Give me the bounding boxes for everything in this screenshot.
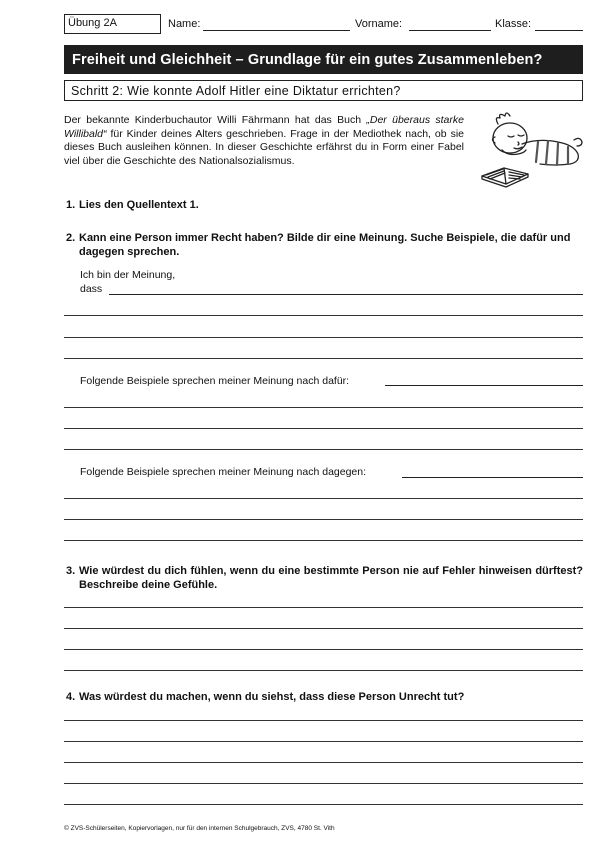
pro-prompt: Folgende Beispiele sprechen meiner Meinung nach dafür: xyxy=(80,375,350,387)
step-heading-text: Schritt 2: Wie konnte Adolf Hitler eine Diktatur errichten? xyxy=(71,83,401,98)
name-label: Name: xyxy=(168,18,201,30)
contra-answer-line[interactable] xyxy=(402,477,583,478)
question-3-number: 3. xyxy=(66,565,76,577)
answer-line[interactable] xyxy=(64,315,583,316)
answer-line[interactable] xyxy=(64,670,583,671)
child-reading-book-icon xyxy=(478,110,586,188)
page-title-text: Freiheit und Gleichheit – Grundlage für ein gutes Zusammenleben? xyxy=(72,51,543,68)
question-4-text: Was würdest du machen, wenn du siehst, dass diese Person Unrecht tut? xyxy=(79,691,465,703)
contra-prompt: Folgende Beispiele sprechen meiner Meinung nach dagegen: xyxy=(80,466,367,478)
answer-line[interactable] xyxy=(64,607,583,608)
vorname-field[interactable] xyxy=(409,30,491,31)
exercise-label: Übung 2A xyxy=(68,17,117,29)
pro-answer-line[interactable] xyxy=(385,385,583,386)
copyright-footer: © ZVS-Schülerseiten, Kopiervorlagen, nur für den internen Schulgebrauch, ZVS, 4780 St. Vith xyxy=(64,825,335,832)
question-1 xyxy=(66,198,583,212)
question-2-number: 2. xyxy=(66,232,76,244)
question-4-number: 4. xyxy=(66,691,76,703)
answer-line[interactable] xyxy=(64,720,583,721)
answer-line[interactable] xyxy=(64,649,583,650)
klasse-field[interactable] xyxy=(535,30,583,31)
question-1-number: 1. xyxy=(66,199,76,211)
question-1-text: Lies den Quellentext 1. xyxy=(79,199,199,211)
name-field[interactable] xyxy=(203,30,350,31)
intro-text-2: für Kinder deines Alters geschrieben. Frage in der Mediothek nach, ob sie dieses Buch ausleihen können. In dieser Geschichte erfährst du in Form einer Fabel viel über die Geschichte des Nationalsozialismus. xyxy=(64,127,464,167)
step-heading xyxy=(64,80,583,101)
opinion-answer-line[interactable] xyxy=(109,294,583,295)
intro-text-1: Der bekannte Kinderbuchautor Willi Fährmann hat das Buch xyxy=(64,114,367,126)
answer-line[interactable] xyxy=(64,540,583,541)
klasse-label: Klasse: xyxy=(495,18,532,30)
opinion-prompt-line1: Ich bin der Meinung, xyxy=(80,269,176,281)
answer-line[interactable] xyxy=(64,519,583,520)
opinion-prompt-line2: dass xyxy=(80,283,103,295)
answer-line[interactable] xyxy=(64,762,583,763)
answer-line[interactable] xyxy=(64,428,583,429)
answer-line[interactable] xyxy=(64,498,583,499)
answer-line[interactable] xyxy=(64,628,583,629)
question-3 xyxy=(66,564,583,592)
intro-paragraph xyxy=(64,114,464,168)
question-4 xyxy=(66,690,583,704)
answer-line[interactable] xyxy=(64,804,583,805)
answer-line[interactable] xyxy=(64,337,583,338)
vorname-label: Vorname: xyxy=(355,18,403,30)
answer-line[interactable] xyxy=(64,407,583,408)
question-3-text: Wie würdest du dich fühlen, wenn du eine bestimmte Person nie auf Fehler hinweisen dürftest? Beschreibe deine Gefühle. xyxy=(79,565,583,591)
question-2-text: Kann eine Person immer Recht haben? Bilde dir eine Meinung. Suche Beispiele, die dafür und dagegen sprechen. xyxy=(79,232,571,258)
answer-line[interactable] xyxy=(64,741,583,742)
answer-line[interactable] xyxy=(64,783,583,784)
answer-line[interactable] xyxy=(64,449,583,450)
book-title: „Der überaus starke Willibald“ xyxy=(64,114,464,140)
page-title xyxy=(64,45,583,74)
exercise-box xyxy=(64,14,161,34)
question-2 xyxy=(66,231,583,259)
answer-line[interactable] xyxy=(64,358,583,359)
